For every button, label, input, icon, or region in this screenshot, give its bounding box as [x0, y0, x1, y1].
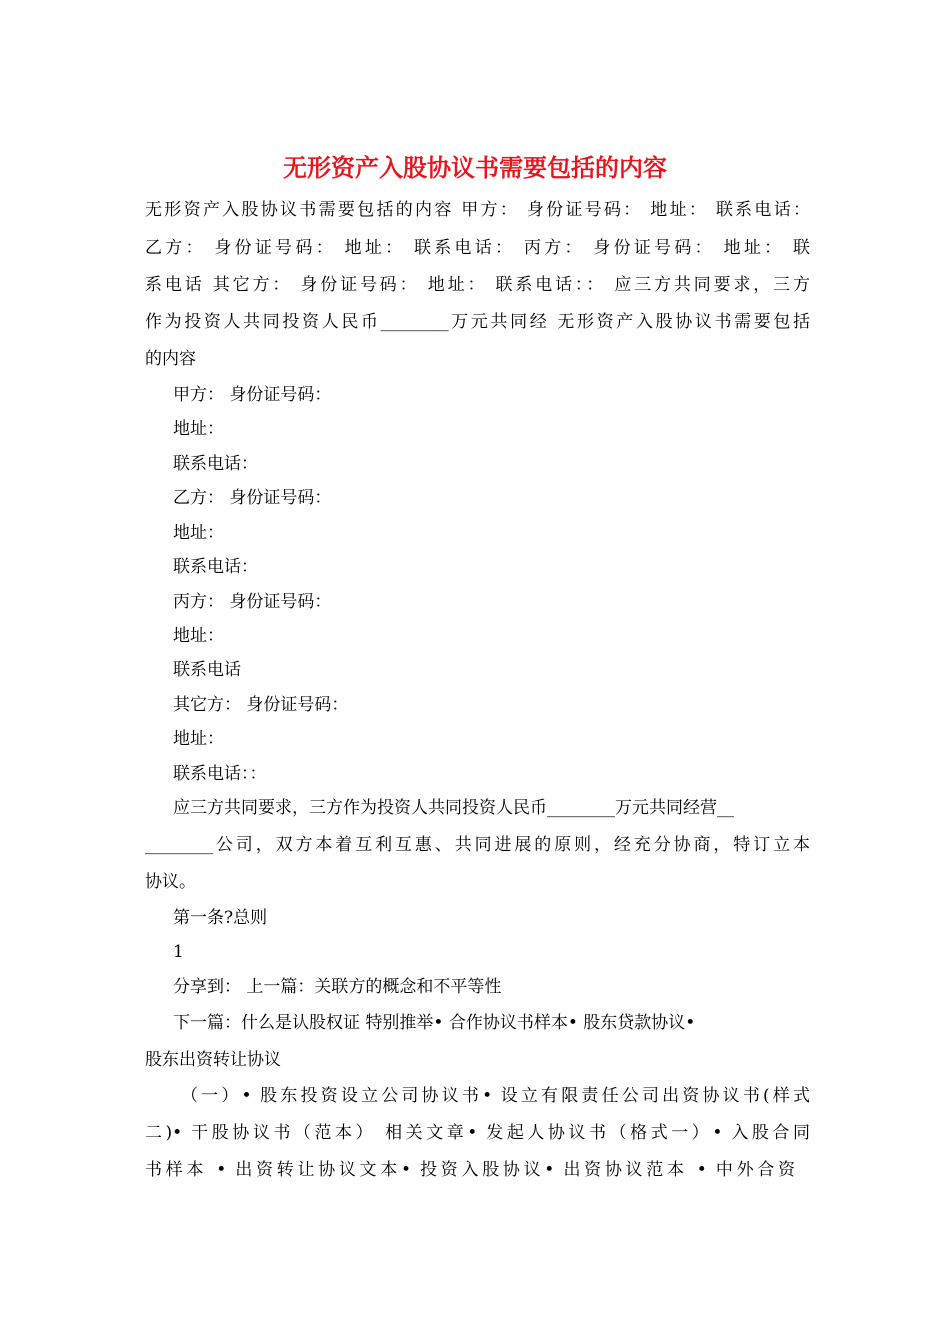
page-number: 1 — [173, 942, 184, 962]
other-party-address: 地址： — [173, 729, 224, 749]
recommend-line-2: 股东出资转让协议 — [145, 1050, 281, 1070]
share-prev-line: 分享到： 上一篇：关联方的概念和不平等性 — [173, 977, 502, 997]
recommend-line-5: 书样本 • 出资转让协议文本• 投资入股协议• 出资协议范本 • 中外合资 — [145, 1160, 795, 1180]
body-line-1: 无形资产入股协议书需要包括的内容 甲方： 身份证号码： 地址： 联系电话： — [145, 200, 810, 220]
article-one-heading: 第一条?总则 — [173, 908, 268, 928]
party-a-line: 甲方： 身份证号码： — [173, 385, 332, 405]
agreement-intro-line-3: 协议。 — [145, 872, 196, 892]
party-b-line: 乙方： 身份证号码： — [173, 488, 332, 508]
party-c-address: 地址： — [173, 626, 224, 646]
recommend-line-4: 二)• 干股协议书（范本） 相关文章• 发起人协议书（格式一）• 入股合同 — [145, 1123, 810, 1143]
party-c-line: 丙方： 身份证号码： — [173, 592, 332, 612]
other-party-line: 其它方： 身份证号码： — [173, 695, 349, 715]
body-line-3: 系电话 其它方： 身份证号码： 地址： 联系电话：： 应三方共同要求，三方 — [145, 275, 810, 295]
party-b-address: 地址： — [173, 523, 224, 543]
body-line-4: 作为投资人共同投资人民币________万元共同经 无形资产入股协议书需要包括 — [145, 312, 810, 332]
party-b-phone: 联系电话： — [173, 557, 258, 577]
next-recommend-line: 下一篇：什么是认股权证 特别推举• 合作协议书样本• 股东贷款协议• — [173, 1013, 696, 1033]
agreement-intro-line-2: ________公司，双方本着互利互惠、共同进展的原则，经充分协商，特订立本 — [145, 835, 810, 855]
body-line-2: 乙方： 身份证号码： 地址： 联系电话： 丙方： 身份证号码： 地址： 联 — [145, 238, 810, 258]
party-a-phone: 联系电话： — [173, 454, 258, 474]
agreement-intro-line-1: 应三方共同要求，三方作为投资人共同投资人民币________万元共同经营__ — [173, 798, 734, 818]
other-party-phone: 联系电话：： — [173, 764, 267, 784]
recommend-line-3: （一）• 股东投资设立公司协议书• 设立有限责任公司出资协议书(样式 — [181, 1086, 810, 1106]
party-a-address: 地址： — [173, 419, 224, 439]
document-title: 无形资产入股协议书需要包括的内容 — [283, 153, 667, 182]
body-line-5: 的内容 — [145, 349, 196, 369]
party-c-phone: 联系电话 — [173, 660, 241, 680]
